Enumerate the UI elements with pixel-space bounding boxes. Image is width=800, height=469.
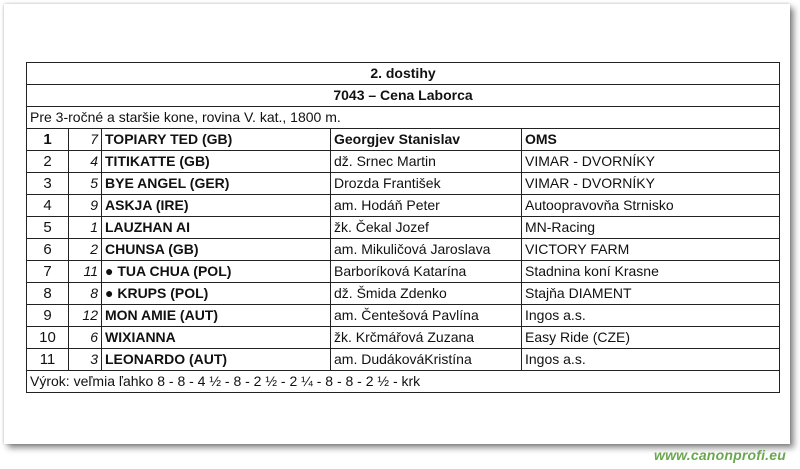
table-row [27, 327, 780, 349]
horse-cell: ● KRUPS (POL) [102, 283, 331, 305]
race-conditions: Pre 3-ročné a staršie kone, rovina V. kat., 1800 m. [27, 107, 780, 129]
owner-cell: VICTORY FARM [522, 239, 780, 261]
jockey-cell: dž. Srnec Martin [331, 151, 522, 173]
table-row [27, 261, 780, 283]
race-results-table [26, 62, 780, 393]
owner-cell: MN-Racing [522, 217, 780, 239]
horse-cell: TITIKATTE (GB) [102, 151, 331, 173]
owner-cell: Stadnina koní Krasne [522, 261, 780, 283]
place-cell: 1 [27, 129, 69, 151]
place-cell: 5 [27, 217, 69, 239]
jockey-cell: am. Hodáň Peter [331, 195, 522, 217]
horse-cell: CHUNSA (GB) [102, 239, 331, 261]
number-cell: 9 [69, 195, 102, 217]
place-cell: 6 [27, 239, 69, 261]
heading-row [27, 63, 780, 85]
table-row [27, 217, 780, 239]
table-row [27, 349, 780, 371]
table-row [27, 151, 780, 173]
conditions-row [27, 107, 780, 129]
number-cell: 2 [69, 239, 102, 261]
table-row [27, 173, 780, 195]
owner-cell: VIMAR - DVORNÍKY [522, 151, 780, 173]
owner-cell: Easy Ride (CZE) [522, 327, 780, 349]
place-cell: 4 [27, 195, 69, 217]
watermark: www.canonprofi.eu [654, 447, 786, 463]
place-cell: 10 [27, 327, 69, 349]
jockey-cell: Barboríková Katarína [331, 261, 522, 283]
number-cell: 7 [69, 129, 102, 151]
jockey-cell: žk. Čekal Jozef [331, 217, 522, 239]
owner-cell: Ingos a.s. [522, 349, 780, 371]
table-row [27, 239, 780, 261]
race-heading: 2. dostihy [27, 63, 780, 85]
jockey-cell: am. Mikuličová Jaroslava [331, 239, 522, 261]
place-cell: 2 [27, 151, 69, 173]
jockey-cell: žk. Krčmářová Zuzana [331, 327, 522, 349]
result-note-row [27, 371, 780, 393]
horse-cell: TOPIARY TED (GB) [102, 129, 331, 151]
jockey-cell: am. DudákováKristína [331, 349, 522, 371]
table-row [27, 195, 780, 217]
table-row [27, 283, 780, 305]
owner-cell: Ingos a.s. [522, 305, 780, 327]
number-cell: 5 [69, 173, 102, 195]
number-cell: 6 [69, 327, 102, 349]
horse-cell: ● TUA CHUA (POL) [102, 261, 331, 283]
horse-cell: WIXIANNA [102, 327, 331, 349]
table-row [27, 305, 780, 327]
place-cell: 9 [27, 305, 69, 327]
owner-cell: Autoopravovňa Strnisko [522, 195, 780, 217]
owner-cell: VIMAR - DVORNÍKY [522, 173, 780, 195]
table-row [27, 129, 780, 151]
number-cell: 8 [69, 283, 102, 305]
jockey-cell: Drozda František [331, 173, 522, 195]
number-cell: 3 [69, 349, 102, 371]
number-cell: 12 [69, 305, 102, 327]
horse-cell: LEONARDO (AUT) [102, 349, 331, 371]
jockey-cell: dž. Šmida Zdenko [331, 283, 522, 305]
place-cell: 3 [27, 173, 69, 195]
number-cell: 11 [69, 261, 102, 283]
horse-cell: LAUZHAN AI [102, 217, 331, 239]
horse-cell: BYE ANGEL (GER) [102, 173, 331, 195]
owner-cell: Stajňa DIAMENT [522, 283, 780, 305]
horse-cell: ASKJA (IRE) [102, 195, 331, 217]
document-page [4, 4, 790, 444]
horse-cell: MON AMIE (AUT) [102, 305, 331, 327]
place-cell: 7 [27, 261, 69, 283]
owner-cell: OMS [522, 129, 780, 151]
jockey-cell: am. Čentešová Pavlína [331, 305, 522, 327]
race-name: 7043 – Cena Laborca [27, 85, 780, 107]
result-note: Výrok: veľmia ľahko 8 - 8 - 4 ½ - 8 - 2 ½ - 2 ¼ - 8 - 8 - 2 ½ - krk [27, 371, 780, 393]
jockey-cell: Georgjev Stanislav [331, 129, 522, 151]
place-cell: 11 [27, 349, 69, 371]
number-cell: 1 [69, 217, 102, 239]
place-cell: 8 [27, 283, 69, 305]
number-cell: 4 [69, 151, 102, 173]
race-name-row [27, 85, 780, 107]
